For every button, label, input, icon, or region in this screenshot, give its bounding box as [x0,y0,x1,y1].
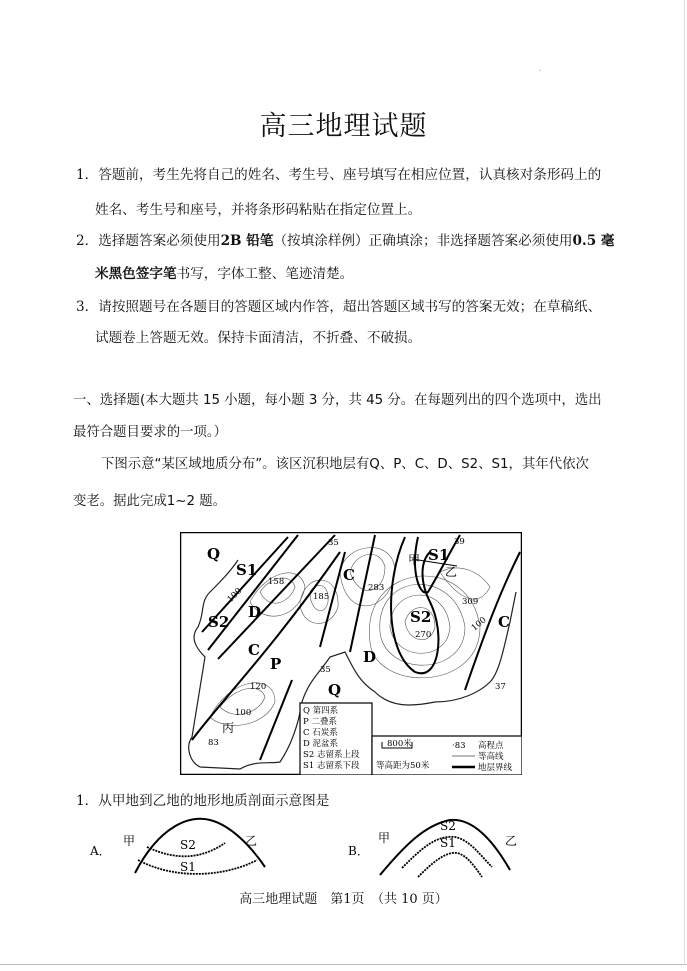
scale-label: 800米 [387,739,412,749]
label-p: P [270,655,282,673]
instruction-bold: 2B 铅笔 [220,233,274,249]
label-c: C [248,641,260,659]
label-s1: S1 [440,836,456,850]
label-d: D [248,603,262,621]
label-d: D [363,648,377,666]
elevation-point-symbol: ·83 [452,741,466,751]
instruction-3 [76,295,601,315]
question-intro: 下图示意“某区域地质分布”。该区沉积地层有Q、P、C、D、S2、S1，其年代依次 [101,457,589,472]
label-s1: S1 [180,860,196,874]
question-1: 1．从甲地到乙地的地形地质剖面示意图是 [76,793,330,809]
label-s1: S1 [428,546,450,564]
instruction-text: 答题前，考生先将自己的姓名、考生号、座号填写在相应位置，认真核对条形码上的 [98,167,602,183]
label-s2: S2 [410,608,432,626]
instruction-text: （按填涂样例）正确填涂；非选择题答案必须使用 [273,233,573,249]
place-yi: 乙 [245,834,258,848]
option-label: A． [90,844,111,858]
instruction-bold: 米黑色签字笔 [95,266,177,282]
scan-dot: . [539,66,541,73]
elevation: 83 [208,738,219,748]
page-edge [684,0,685,965]
legend-item: C 石炭系 [303,728,338,738]
place-yi: 乙 [505,834,518,848]
section-heading: 一、选择题(本大题共 15 小题，每小题 3 分，共 45 分。在每题列出的四个选项中，选出 [73,393,602,408]
instruction-2-cont [95,262,353,282]
page-edge [0,964,687,965]
place-jia: 甲 [378,831,391,845]
elevation: 185 [313,592,330,602]
label-s2: S2 [440,819,456,833]
instruction-number: 1． [76,167,99,183]
place-bing: 丙 [222,721,235,735]
label-q: Q [207,545,221,563]
instruction-3-cont: 试题卷上答题无效。保持卡面清洁，不折叠、不破损。 [95,330,422,346]
legend-symbol-label: 高程点 [478,741,504,751]
instruction-text: 请按照题号在各题目的答题区域内作答，超出答题区域书写的答案无效；在草稿纸、 [98,299,602,315]
page-footer: 高三地理试题 第1页 （共 10 页） [239,892,448,907]
elevation: 35 [320,665,331,675]
label-c: C [498,613,510,631]
instruction-text: 选择题答案必须使用 [98,233,221,249]
legend-symbol-label: 等高线 [478,752,504,762]
legend-item: S2 志留系上段 [303,750,360,760]
instruction-2 [76,229,615,249]
page-title: 高三地理试题 [259,111,428,142]
geology-map [180,532,522,775]
section-heading-cont: 最符合题目要求的一项。） [73,425,227,440]
elevation: 35 [328,538,339,548]
elevation: 120 [250,682,267,692]
elevation: 37 [495,682,506,692]
legend-item: P 二叠系 [303,717,337,727]
label-s1: S1 [236,561,258,579]
elevation: 283 [368,583,385,593]
instruction-text: 书写，字体工整、笔迹清楚。 [176,266,354,282]
label-c: C [343,566,355,584]
question-intro-cont: 变老。据此完成1~2 题。 [73,494,227,509]
strata-boundary [418,853,482,877]
elevation: 100 [469,615,489,634]
place-jia: 甲 [123,834,136,848]
label-q: Q [328,681,342,699]
instruction-1 [76,163,601,183]
instruction-number: 2． [76,233,99,249]
instruction-bold: 0.5 毫 [572,233,615,249]
instruction-1-cont: 姓名、考生号和座号，并将条形码粘贴在指定位置上。 [95,202,422,218]
legend-item: D 泥盆系 [303,739,339,749]
elevation: 270 [415,630,432,640]
instruction-number: 3． [76,299,99,315]
legend-item: S1 志留系下段 [303,761,360,771]
place-jia: 甲 [408,553,421,567]
label-s2: S2 [208,613,230,631]
label-s2: S2 [180,838,196,852]
place-yi: 乙 [445,565,458,579]
elevation: 100 [225,586,245,605]
elevation: 158 [268,577,285,587]
option-a-profile[interactable] [85,815,285,880]
legend-item: Q 第四系 [303,706,339,716]
option-b-profile[interactable] [345,815,555,880]
legend-symbol-label: 地层界线 [478,763,513,773]
elevation: 309 [462,597,479,607]
option-label: B． [348,844,369,858]
elevation: 100 [235,708,252,718]
contour-interval: 等高距为50米 [376,761,430,771]
strata-boundary [138,860,257,874]
elevation: 39 [454,537,465,547]
